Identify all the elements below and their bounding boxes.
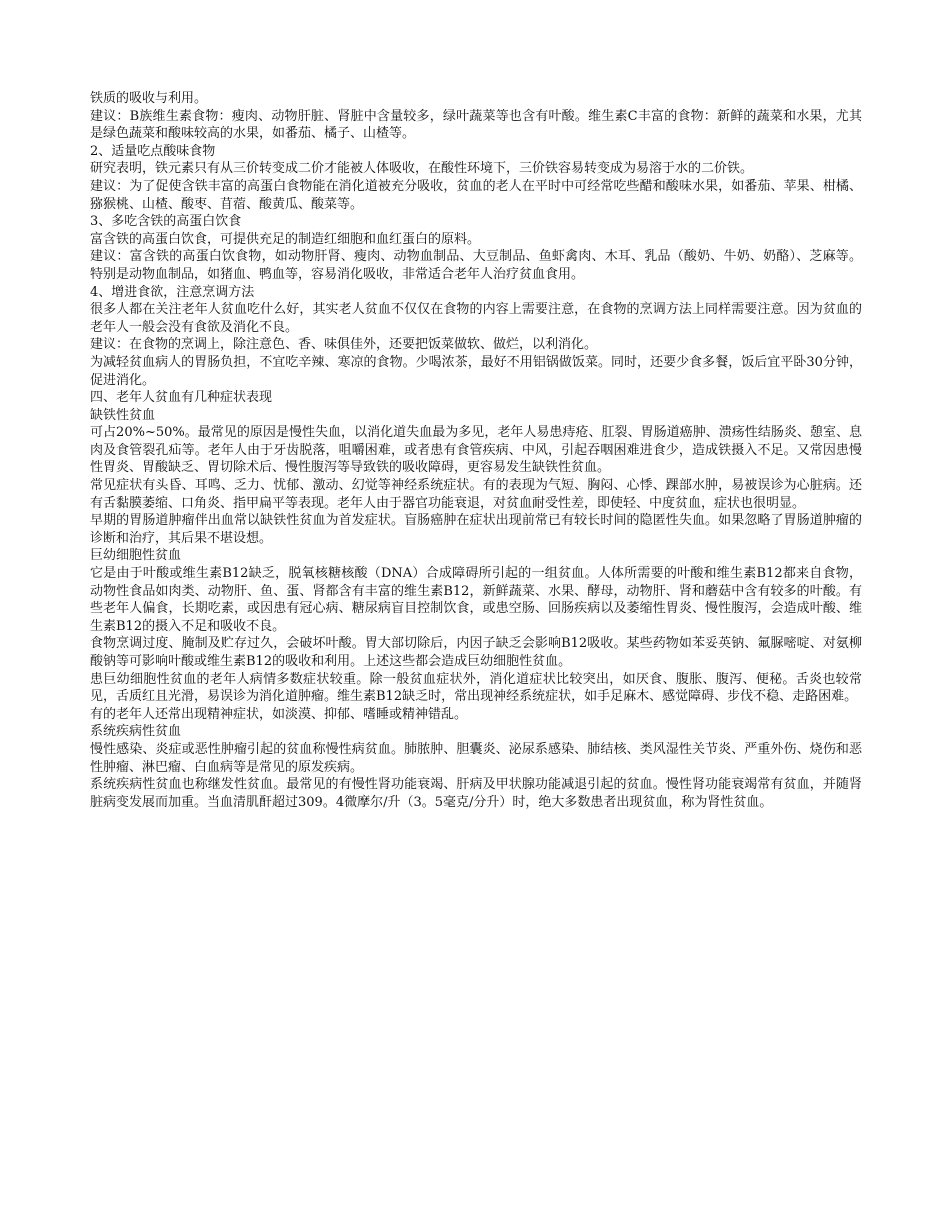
paragraph: 建议：为了促使含铁丰富的高蛋白食物能在消化道被充分吸收，贫血的老人在平时中可经常吃些醋和酸味水果，如番茄、苹果、柑橘、猕猴桃、山楂、酸枣、苜蓿、酸黄瓜、酸菜等。	[90, 178, 862, 212]
paragraph: 研究表明，铁元素只有从三价转变成二价才能被人体吸收，在酸性环境下，三价铁容易转变成为易溶于水的二价铁。	[90, 161, 754, 177]
paragraph: 很多人都在关注老年人贫血吃什么好，其实老人贫血不仅仅在食物的内容上需要注意，在食物的烹调方法上同样需要注意。因为贫血的老年人一般会没有食欲及消化不良。	[90, 302, 862, 335]
paragraph: 患巨幼细胞性贫血的老年人病情多数症状较重。除一般贫血症状外，消化道症状比较突出，如厌食、腹胀、腹泻、便秘。舌炎也较常见，舌质红且光滑，易误诊为消化道肿瘤。维生素B12缺乏时，常出现神经系统症状，如手足麻木、感觉障碍、步伐不稳、走路困难。	[90, 671, 862, 705]
subsection-heading: 缺铁性贫血	[90, 407, 156, 423]
subsection-heading: 系统疾病性贫血	[90, 724, 182, 740]
paragraph: 常见症状有头昏、耳鸣、乏力、忧郁、激动、幻觉等神经系统症状。有的表现为气短、胸闷、心悸、踝部水肿，易被误诊为心脏病。还有舌黏膜萎缩、口角炎、指甲扁平等表现。老年人由于器官功能衰退，对贫血耐受性差，即使轻、中度贫血，症状也很明显。	[90, 478, 862, 511]
paragraph: 富含铁的高蛋白饮食，可提供充足的制造红细胞和血红蛋白的原料。	[90, 231, 481, 247]
paragraph: 建议：富含铁的高蛋白饮食物，如动物肝肾、瘦肉、动物血制品、大豆制品、鱼虾禽肉、木耳、乳品（酸奶、牛奶、奶酪）、芝麻等。特别是动物血制品，如猪血、鸭血等，容易消化吸收，非常适合老年人治疗贫血食用。	[90, 249, 862, 282]
paragraph: 建议：B族维生素食物：瘦肉、动物肝脏、肾脏中含量较多，绿叶蔬菜等也含有叶酸。维生素C丰富的食物：新鲜的蔬菜和水果，尤其是绿色蔬菜和酸味较高的水果，如番茄、橘子、山楂等。	[90, 108, 862, 142]
paragraph: 食物烹调过度、腌制及贮存过久，会破坏叶酸。胃大部切除后，内因子缺乏会影响B12吸收。某些药物如苯妥英钠、氟脲嘧啶、对氨柳酸钠等可影响叶酸或维生素B12的吸收和利用。上述这些都会造成巨幼细胞性贫血。	[90, 636, 862, 669]
paragraph: 系统疾病性贫血也称继发性贫血。最常见的有慢性肾功能衰竭、肝病及甲状腺功能减退引起的贫血。慢性肾功能衰竭常有贫血，并随肾脏病变发展而加重。当血清肌酐超过309。4微摩尔/升（3。5毫克/分升）时，绝大多数患者出现贫血，称为肾性贫血。	[90, 777, 862, 810]
paragraph: 可占20%~50%。最常见的原因是慢性失血，以消化道失血最为多见，老年人易患痔疮、肛裂、胃肠道癌肿、溃疡性结肠炎、憩室、息肉及食管裂孔疝等。老年人由于牙齿脱落，咀嚼困难，或者患有食管疾病、中风，引起吞咽困难进食少，造成铁摄入不足。又常因患慢性胃炎、胃酸缺乏、胃切除术后、慢性腹泻等导致铁的吸收障碍，更容易发生缺铁性贫血。	[90, 425, 862, 476]
section-heading: 2、适量吃点酸味食物	[90, 143, 216, 159]
paragraph: 有的老年人还常出现精神症状，如淡漠、抑郁、嗜睡或精神错乱。	[90, 706, 468, 722]
section-heading: 3、多吃含铁的高蛋白饮食	[90, 214, 242, 230]
paragraph: 它是由于叶酸或维生素B12缺乏，脱氧核糖核酸（DNA）合成障碍所引起的一组贫血。人体所需要的叶酸和维生素B12都来自食物，动物性食品如肉类、动物肝、鱼、蛋、肾都含有丰富的维生素B12，新鲜蔬菜、水果、酵母，动物肝、肾和蘑菇中含有较多的叶酸。有些老年人偏食，长期吃素，或因患有冠心病、糖尿病盲目控制饮食，或患空肠、回肠疾病以及萎缩性胃炎、慢性腹泻，会造成叶酸、维生素B12的摄入不足和吸收不良。	[90, 566, 862, 634]
document-body	[90, 90, 862, 811]
paragraph: 早期的胃肠道肿瘤伴出血常以缺铁性贫血为首发症状。盲肠癌肿在症状出现前常已有较长时间的隐匿性失血。如果忽略了胃肠道肿瘤的诊断和治疗，其后果不堪设想。	[90, 513, 862, 546]
section-heading: 四、老年人贫血有几种症状表现	[90, 390, 273, 406]
subsection-heading: 巨幼细胞性贫血	[90, 548, 182, 564]
paragraph: 为减轻贫血病人的胃肠负担，不宜吃辛辣、寒凉的食物。少喝浓茶，最好不用铝锅做饭菜。同时，还要少食多餐，饭后宜平卧30分钟，促进消化。	[90, 354, 862, 388]
paragraph: 建议：在食物的烹调上，除注意色、香、味俱佳外，还要把饭菜做软、做烂，以利消化。	[90, 337, 598, 353]
paragraph: 慢性感染、炎症或恶性肿瘤引起的贫血称慢性病贫血。肺脓肿、胆囊炎、泌尿系感染、肺结核、类风湿性关节炎、严重外伤、烧伤和恶性肿瘤、淋巴瘤、白血病等是常见的原发疾病。	[90, 741, 862, 775]
section-heading: 4、增进食欲，注意烹调方法	[90, 284, 255, 300]
paragraph: 铁质的吸收与利用。	[90, 91, 208, 106]
